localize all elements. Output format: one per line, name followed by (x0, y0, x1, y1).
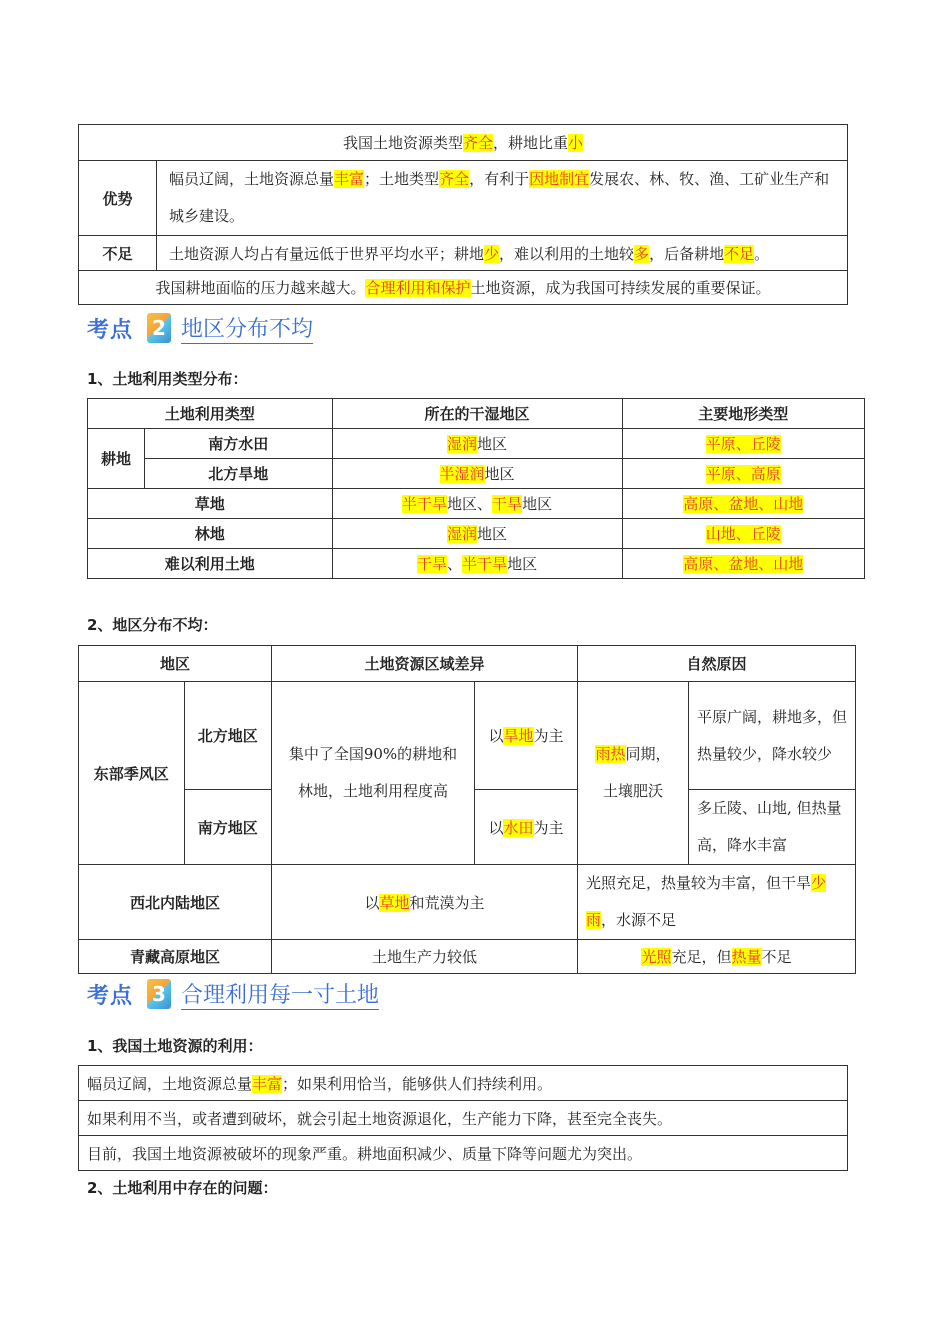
col-header: 主要地形类型 (622, 399, 864, 429)
table-cell: 湿润地区 (332, 519, 622, 549)
east-shared-diff: 集中了全国90%的耕地和林地，土地利用程度高 (272, 682, 475, 865)
north-region-label: 北方地区 (184, 682, 271, 790)
table-row-name: 难以利用土地 (88, 549, 333, 579)
kaodian-heading-3 (87, 974, 389, 1014)
overview-title: 我国土地资源类型齐全，耕地比重小 (79, 125, 848, 161)
table-row-name: 草地 (88, 489, 333, 519)
table-cell: 半湿润地区 (332, 459, 622, 489)
northwest-cause: 光照充足，热量较为丰富，但干旱少雨，水源不足 (578, 865, 856, 940)
table-cell: 平原、丘陵 (622, 429, 864, 459)
col-header: 土地利用类型 (88, 399, 333, 429)
farmland-label: 耕地 (88, 429, 145, 489)
overview-footer: 我国耕地面临的压力越来越大。合理利用和保护土地资源，成为我国可持续发展的重要保证。 (79, 271, 848, 305)
col-header: 土地资源区域差异 (272, 646, 578, 682)
advantage-label: 优势 (79, 161, 157, 236)
col-header: 地区 (79, 646, 272, 682)
utilization-row: 目前，我国土地资源被破坏的现象严重。耕地面积减少、质量下降等问题尤为突出。 (79, 1136, 848, 1171)
kaodian-heading-2 (87, 308, 323, 348)
overview-table (78, 124, 848, 305)
table-row-name: 林地 (88, 519, 333, 549)
kaodian-title: 地区分布不均 (181, 312, 313, 344)
table-cell: 干旱、半干旱地区 (332, 549, 622, 579)
tibet-diff: 土地生产力较低 (272, 940, 578, 974)
north-diff: 以旱地为主 (475, 682, 578, 790)
kaodian-label: 考点 (87, 317, 134, 343)
shortage-label: 不足 (79, 236, 157, 271)
table-row-name: 南方水田 (145, 429, 333, 459)
south-region-label: 南方地区 (184, 790, 271, 865)
regional-table (78, 645, 856, 974)
section-heading-land-use: 1、我国土地资源的利用： (87, 1037, 263, 1055)
utilization-row: 幅员辽阔，土地资源总量丰富；如果利用恰当，能够供人们持续利用。 (79, 1066, 848, 1101)
land-utilization-table (78, 1065, 848, 1171)
table-cell: 湿润地区 (332, 429, 622, 459)
section-heading-problems: 2、土地利用中存在的问题： (87, 1179, 278, 1197)
table-row-name: 北方旱地 (145, 459, 333, 489)
tibet-cause: 光照充足，但热量不足 (578, 940, 856, 974)
kaodian-label: 考点 (87, 983, 134, 1009)
shortage-text: 土地资源人均占有量远低于世界平均水平；耕地少，难以利用的土地较多，后备耕地不足。 (157, 236, 848, 271)
south-cause: 多丘陵、山地, 但热量高，降水丰富 (689, 790, 856, 865)
land-use-table (87, 398, 865, 579)
col-header: 自然原因 (578, 646, 856, 682)
south-diff: 以水田为主 (475, 790, 578, 865)
table-cell: 半干旱地区、干旱地区 (332, 489, 622, 519)
northwest-diff: 以草地和荒漠为主 (272, 865, 578, 940)
table-cell: 平原、高原 (622, 459, 864, 489)
north-cause: 平原广阔，耕地多，但热量较少，降水较少 (689, 682, 856, 790)
section-heading-land-types: 1、土地利用类型分布： (87, 370, 248, 388)
utilization-row: 如果利用不当，或者遭到破坏，就会引起土地资源退化，生产能力下降，甚至完全丧失。 (79, 1101, 848, 1136)
number-badge-icon: 3 (147, 979, 171, 1009)
section-heading-regional: 2、地区分布不均： (87, 616, 218, 634)
advantage-text: 幅员辽阔，土地资源总量丰富；土地类型齐全，有利于因地制宜发展农、林、牧、渔、工矿业生产和城乡建设。 (157, 161, 848, 236)
number-badge-icon: 2 (147, 313, 171, 343)
tibet-label: 青藏高原地区 (79, 940, 272, 974)
col-header: 所在的干湿地区 (332, 399, 622, 429)
table-cell: 山地、丘陵 (622, 519, 864, 549)
east-monsoon-label: 东部季风区 (79, 682, 185, 865)
east-cause: 雨热同期， 土壤肥沃 (578, 682, 689, 865)
northwest-label: 西北内陆地区 (79, 865, 272, 940)
kaodian-title: 合理利用每一寸土地 (181, 978, 379, 1010)
table-cell: 高原、盆地、山地 (622, 489, 864, 519)
table-cell: 高原、盆地、山地 (622, 549, 864, 579)
